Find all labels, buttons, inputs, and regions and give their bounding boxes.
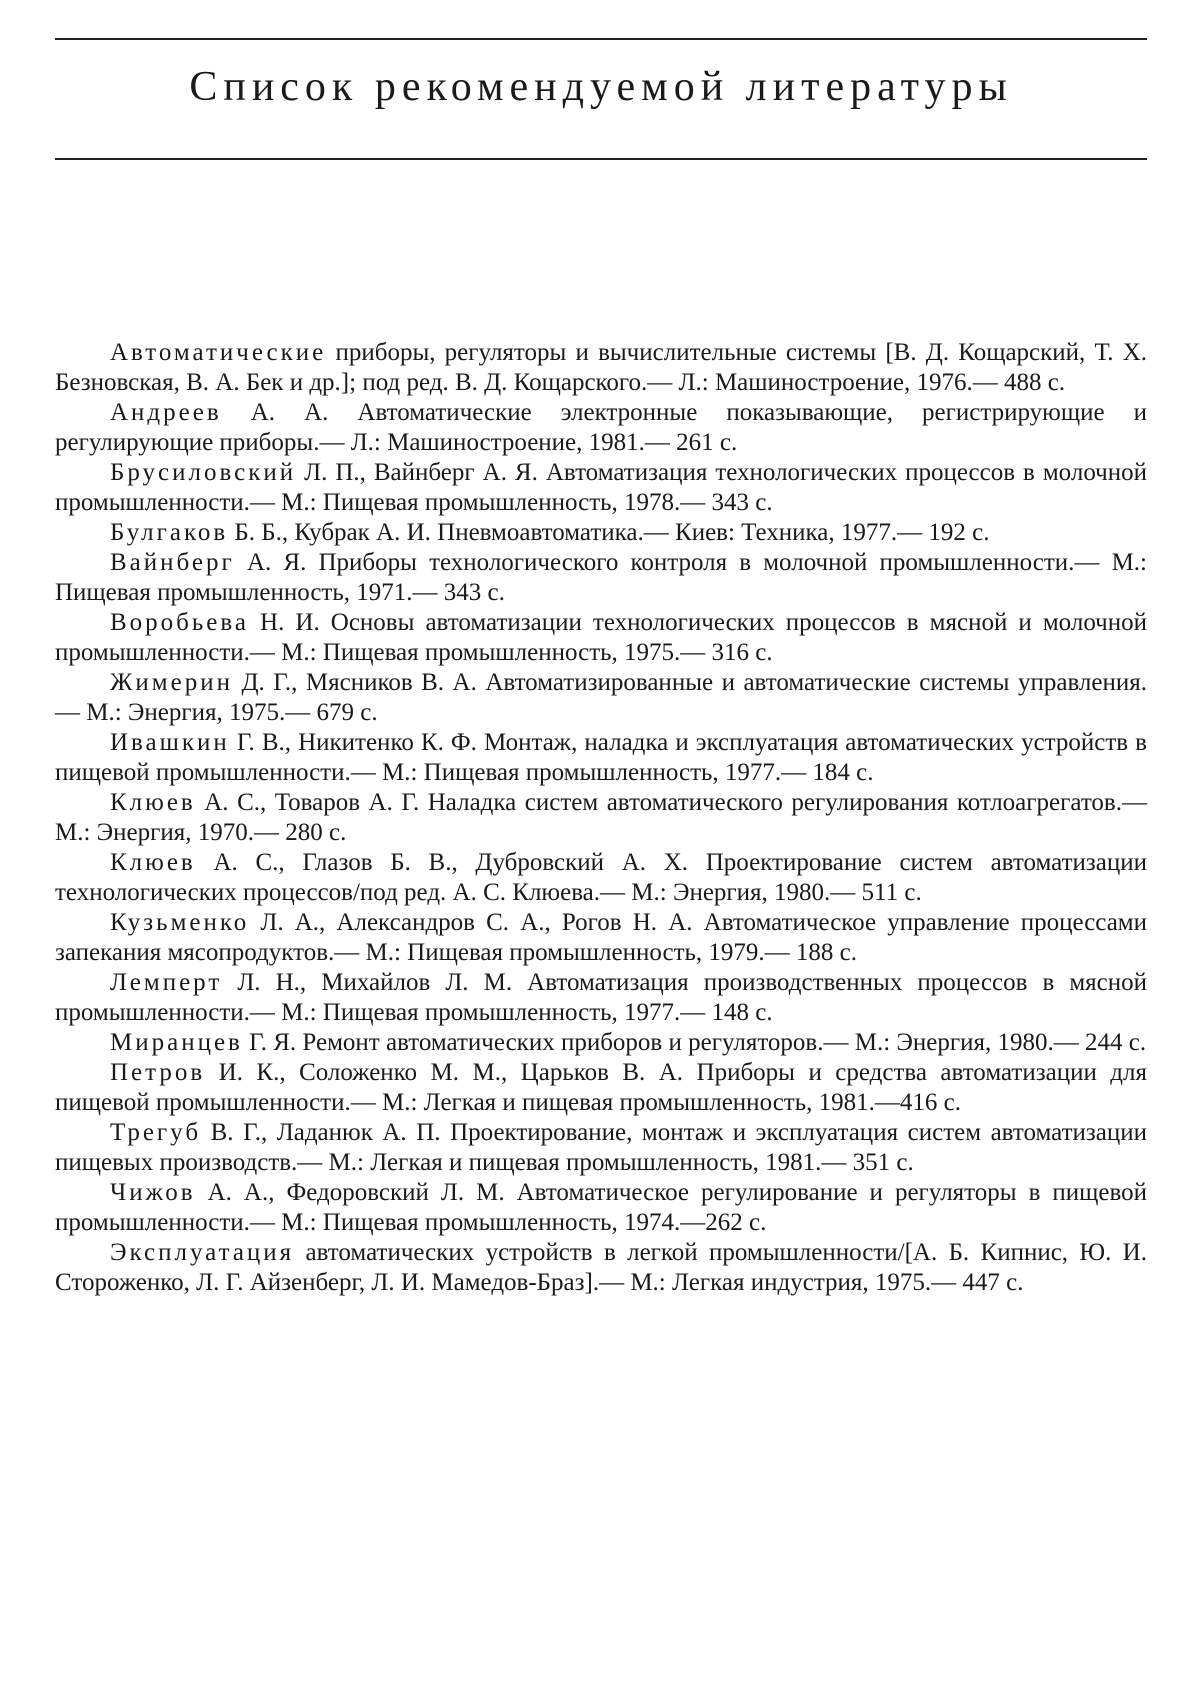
entry-details: Б. Б., Кубрак А. И. Пневмоавтоматика.— Киев: Техника, 1977.— 192 с. — [228, 519, 990, 546]
bibliography-entry — [55, 1178, 1147, 1238]
bibliography-list — [55, 338, 1147, 1298]
entry-details: Л. Н., Михайлов Л. М. Автоматизация производственных процессов в мясной промышленности.— М.: Пищевая промышленность, 1977.— 148 с. — [55, 969, 1147, 1026]
entry-author: Миранцев — [110, 1029, 243, 1056]
entry-author: Воробьева — [110, 609, 249, 636]
entry-author: Кузьменко — [110, 909, 250, 936]
entry-details: А. Я. Приборы технологического контроля в молочной промышленности.— М.: Пищевая промышленность, 1971.— 343 с. — [55, 549, 1147, 606]
entry-author: Булгаков — [110, 519, 229, 546]
entry-author: Вайнберг — [110, 549, 235, 576]
entry-details: приборы, регуляторы и вычислительные системы [В. Д. Кощарский, Т. Х. Безновская, В. А. Бек и др.]; под ред. В. Д. Кощарского.— Л.: Машиностроение, 1976.— 488 с. — [55, 339, 1147, 396]
bibliography-entry — [55, 848, 1147, 908]
entry-details: В. Г., Ладанюк А. П. Проектирование, монтаж и эксплуатация систем автоматизации пищевых производств.— М.: Легкая и пищевая промышленность, 1981.— 351 с. — [55, 1119, 1147, 1176]
entry-details: А. С., Товаров А. Г. Наладка систем автоматического регулирования котлоагрегатов.— М.: Энергия, 1970.— 280 с. — [55, 789, 1147, 846]
entry-details: А. А. Автоматические электронные показывающие, регистрирующие и регулирующие приборы.— Л.: Машиностроение, 1981.— 261 с. — [55, 399, 1147, 456]
top-rule — [55, 38, 1147, 40]
entry-author: Автоматические — [110, 339, 327, 366]
bibliography-entry — [55, 788, 1147, 848]
entry-author: Трегуб — [110, 1119, 202, 1146]
bibliography-entry — [55, 1058, 1147, 1118]
entry-author: Клюев — [110, 849, 196, 876]
bibliography-entry — [55, 668, 1147, 728]
entry-author: Клюев — [110, 789, 196, 816]
page-title: Список рекомендуемой литературы — [189, 64, 1013, 110]
bibliography-entry — [55, 1238, 1147, 1298]
bottom-rule — [55, 158, 1147, 160]
bibliography-entry — [55, 548, 1147, 608]
entry-details: автоматических устройств в легкой промышленности/[А. Б. Кипнис, Ю. И. Стороженко, Л. Г. Айзенберг, Л. И. Мамедов-Браз].— М.: Легкая индустрия, 1975.— 447 с. — [55, 1239, 1147, 1296]
entry-author: Андреев — [110, 399, 222, 426]
entry-author: Петров — [110, 1059, 206, 1086]
bibliography-entry — [55, 728, 1147, 788]
entry-details: Н. И. Основы автоматизации технологических процессов в мясной и молочной промышленности.— М.: Пищевая промышленность, 1975.— 316 с. — [55, 609, 1147, 666]
bibliography-entry — [55, 1028, 1147, 1058]
entry-author: Брусиловский — [110, 459, 297, 486]
entry-author: Лемперт — [110, 969, 223, 996]
entry-details: Д. Г., Мясников В. А. Автоматизированные и автоматические системы управления.— М.: Энергия, 1975.— 679 с. — [55, 669, 1147, 726]
bibliography-entry — [55, 608, 1147, 668]
bibliography-entry — [55, 968, 1147, 1028]
entry-details: Г. Я. Ремонт автоматических приборов и регуляторов.— М.: Энергия, 1980.— 244 с. — [242, 1029, 1147, 1056]
entry-details: Л. А., Александров С. А., Рогов Н. А. Автоматическое управление процессами запекания мясопродуктов.— М.: Пищевая промышленность, 1979.— 188 с. — [55, 909, 1147, 966]
entry-details: А. А., Федоровский Л. М. Автоматическое регулирование и регуляторы в пищевой промышленности.— М.: Пищевая промышленность, 1974.—262 с. — [55, 1179, 1147, 1236]
bibliography-entry — [55, 518, 1147, 548]
entry-author: Ивашкин — [110, 729, 230, 756]
entry-author: Жимерин — [110, 669, 233, 696]
bibliography-entry — [55, 398, 1147, 458]
bibliography-entry — [55, 908, 1147, 968]
bibliography-entry — [55, 338, 1147, 398]
entry-author: Эксплуатация — [110, 1239, 295, 1266]
entry-details: Л. П., Вайнберг А. Я. Автоматизация технологических процессов в молочной промышленности.— М.: Пищевая промышленность, 1978.— 343 с. — [55, 459, 1147, 516]
bibliography-entry — [55, 458, 1147, 518]
entry-details: Г. В., Никитенко К. Ф. Монтаж, наладка и эксплуатация автоматических устройств в пищевой промышленности.— М.: Пищевая промышленность, 1977.— 184 с. — [55, 729, 1147, 786]
entry-author: Чижов — [110, 1179, 196, 1206]
entry-details: И. К., Соложенко М. М., Царьков В. А. Приборы и средства автоматизации для пищевой промышленности.— М.: Легкая и пищевая промышленность, 1981.—416 с. — [55, 1059, 1147, 1116]
entry-details: А. С., Глазов Б. В., Дубровский А. Х. Проектирование систем автоматизации технологических процессов/под ред. А. С. Клюева.— М.: Энергия, 1980.— 511 с. — [55, 849, 1147, 906]
bibliography-entry — [55, 1118, 1147, 1178]
